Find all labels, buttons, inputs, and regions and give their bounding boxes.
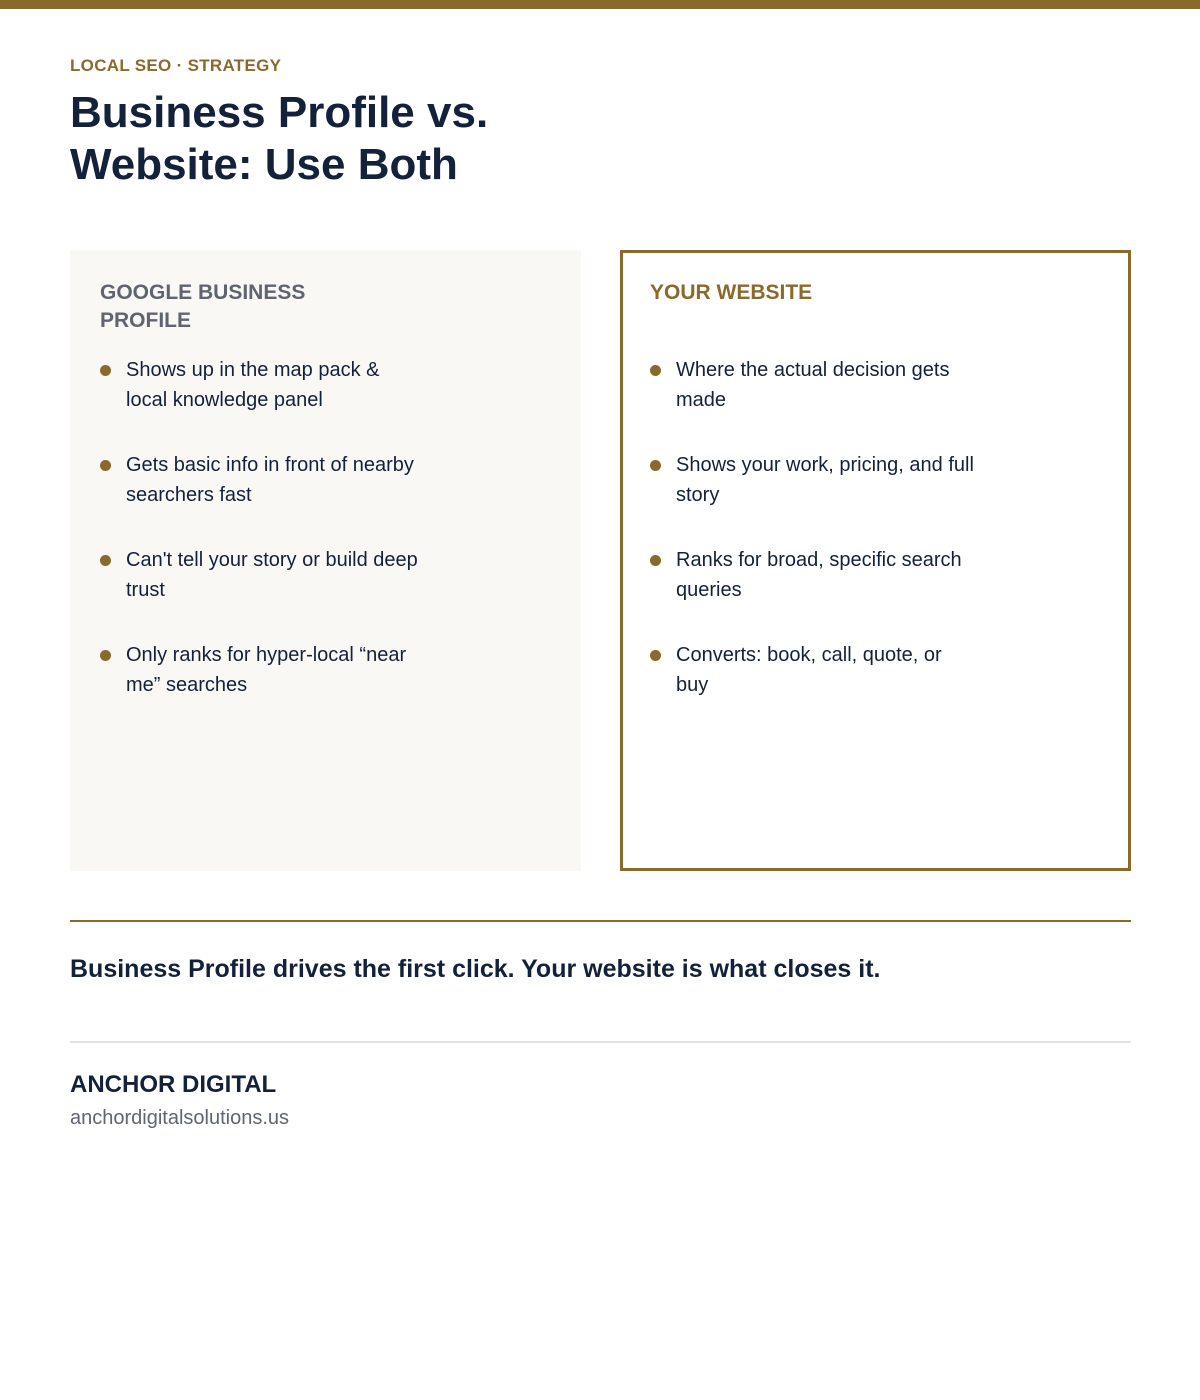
list-item	[650, 545, 1101, 640]
list-item-text: Only ranks for hyper-local “near me” searches	[126, 644, 407, 696]
list-item-text: Can't tell your story or build deep trust	[126, 549, 418, 601]
bullet-dot-icon	[650, 555, 661, 566]
list-item	[100, 545, 551, 640]
list-item	[650, 640, 1101, 735]
list-item	[100, 450, 551, 545]
brand-name: ANCHOR DIGITAL	[70, 1071, 277, 1098]
bullet-list	[100, 355, 551, 735]
bullet-dot-icon	[650, 650, 661, 661]
top-accent-bar	[0, 0, 1200, 9]
list-item	[100, 355, 551, 450]
list-item-text: Where the actual decision gets made	[676, 359, 950, 411]
bullet-dot-icon	[100, 460, 111, 471]
tagline: Business Profile drives the first click. Your website is what closes it.	[70, 955, 881, 983]
list-item-text: Shows your work, pricing, and full story	[676, 454, 974, 506]
card-heading: GOOGLE BUSINESS PROFILE	[100, 281, 306, 332]
gold-divider	[70, 920, 1131, 922]
list-item-text: Converts: book, call, quote, or buy	[676, 644, 942, 696]
bullet-dot-icon	[100, 650, 111, 661]
your-website-card	[620, 250, 1131, 871]
eyebrow-label: LOCAL SEO · STRATEGY	[70, 56, 282, 75]
list-item	[650, 450, 1101, 545]
bullet-dot-icon	[650, 365, 661, 376]
list-item-text: Gets basic info in front of nearby searchers fast	[126, 454, 414, 506]
card-heading: YOUR WEBSITE	[650, 281, 813, 304]
footer-divider	[70, 1041, 1131, 1043]
list-item	[100, 640, 551, 735]
bullet-list	[650, 355, 1101, 735]
website-url: anchordigitalsolutions.us	[70, 1107, 290, 1129]
list-item-text: Shows up in the map pack & local knowledge panel	[126, 359, 380, 411]
bullet-dot-icon	[650, 460, 661, 471]
page-title: Business Profile vs. Website: Use Both	[70, 88, 489, 189]
bullet-dot-icon	[100, 365, 111, 376]
google-business-profile-card	[70, 250, 581, 871]
list-item	[650, 355, 1101, 450]
bullet-dot-icon	[100, 555, 111, 566]
list-item-text: Ranks for broad, specific search queries	[676, 549, 962, 601]
